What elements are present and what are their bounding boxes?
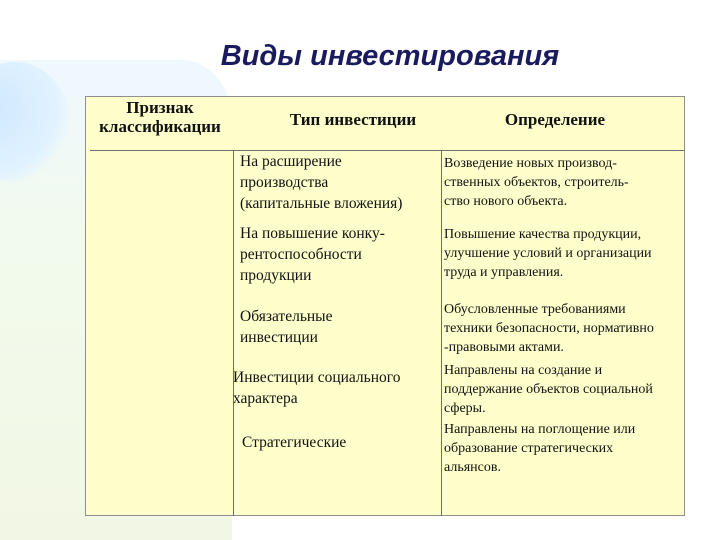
row-2-type: На повышение конку- рентоспособности продукции xyxy=(240,225,385,284)
header-type: Тип инвестиции xyxy=(289,110,417,129)
row-3-definition: Обусловленные требованиями техники безопасности, нормативно -правовыми актами. xyxy=(444,302,654,355)
column-divider-2 xyxy=(441,150,442,516)
row-1-type: На расширение производства (капитальные вложения) xyxy=(240,153,403,212)
row-4-definition: Направлены на создание и поддержание объектов социальной сферы. xyxy=(444,363,653,416)
row-1-definition: Возведение новых производ- ственных объектов, строитель- ство нового объекта. xyxy=(444,156,629,209)
row-5-type: Стратегические xyxy=(242,434,347,451)
header-sign: Признак классификации xyxy=(99,98,221,136)
slide-title: Виды инвестирования xyxy=(220,40,560,72)
row-4-type: Инвестиции социального характера xyxy=(233,369,401,407)
header-definition: Определение xyxy=(504,110,606,129)
row-3-type: Обязательные инвестиции xyxy=(240,308,333,346)
row-2-definition: Повышение качества продукции, улучшение условий и организации труда и управления. xyxy=(444,227,652,280)
row-5-definition: Направлены на поглощение или образование стратегических альянсов. xyxy=(444,422,636,475)
column-divider-1 xyxy=(233,150,234,516)
